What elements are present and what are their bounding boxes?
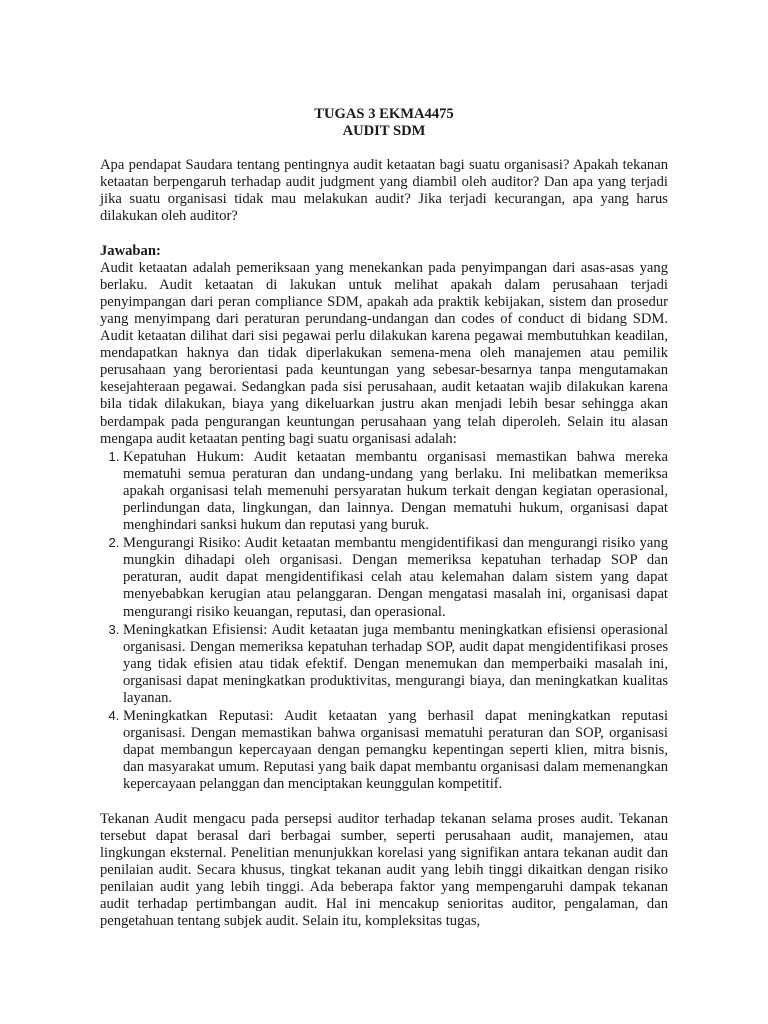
list-item: 3. Meningkatkan Efisiensi: Audit ketaatan juga membantu meningkatkan efisiensi operasional organisasi. Dengan memeriksa kepatuhan terhadap SOP, audit dapat mengidentifikasi proses yang tidak efisien atau tidak efektif. Dengan menemukan dan memperbaiki masalah ini, organisasi dapat meningkatkan produktivitas, mengurangi biaya, dan meningkatkan kualitas layanan. xyxy=(123,621,668,707)
audit-pressure-paragraph: Tekanan Audit mengacu pada persepsi auditor terhadap tekanan selama proses audit. Tekanan tersebut dapat berasal dari berbagai sumber, seperti perusahaan audit, manajemen, atau lingkungan eksternal. Penelitian menunjukkan korelasi yang signifikan antara tekanan audit dan penilaian audit. Secara khusus, tingkat tekanan audit yang lebih tinggi dikaitkan dengan risiko penilaian audit yang lebih tinggi. Ada beberapa faktor yang mempengaruhi dampak tekanan audit terhadap pertimbangan audit. Hal ini mencakup senioritas auditor, pengalaman, dan pengetahuan tentang subjek audit. Selain itu, kompleksitas tugas, xyxy=(100,810,668,930)
document-page xyxy=(100,106,668,930)
answer-heading: Jawaban: xyxy=(100,242,161,259)
question-paragraph: Apa pendapat Saudara tentang pentingnya audit ketaatan bagi suatu organisasi? Apakah tekanan ketaatan berpengaruh terhadap audit judgment yang diambil oleh auditor? Dan apa yang terjadi jika suatu organisasi tidak mau melakukan audit? Jika terjadi kecurangan, apa yang harus dilakukan oleh auditor? xyxy=(100,157,668,225)
document-title: TUGAS 3 EKMA4475 xyxy=(314,106,454,122)
list-item: 1. Kepatuhan Hukum: Audit ketaatan membantu organisasi memastikan bahwa mereka mematuhi semua peraturan dan undang-undang yang berlaku. Ini melibatkan memeriksa apakah organisasi telah memenuhi persyaratan hukum terkait dengan kegiatan operasional, perlindungan data, lingkungan, dan lainnya. Dengan mematuhi hukum, organisasi dapat menghindari sanksi hukum dan reputasi yang buruk. xyxy=(123,448,668,534)
answer-intro-paragraph: Audit ketaatan adalah pemeriksaan yang menekankan pada penyimpangan dari asas-asas yang berlaku. Audit ketaatan di lakukan untuk melihat apakah dalam perusahaan terjadi penyimpangan dari peran compliance SDM, apakah ada praktik kebijakan, sistem dan prosedur yang menyimpang dari peraturan perundang-undangan dan codes of conduct di bidang SDM. Audit ketaatan dilihat dari sisi pegawai perlu dilakukan karena pegawai membutuhkan keadilan, mendapatkan haknya dan tidak diperlakukan semena-mena oleh manajemen atau pemilik perusahaan yang berorientasi pada keuntungan yang sebesar-besarnya tanpa mengutamakan kesejahteraan pegawai. Sedangkan pada sisi perusahaan, audit ketaatan wajib dilakukan karena bila tidak dilakukan, biaya yang dikeluarkan justru akan menjadi lebih besar sehingga akan berdampak pada pengurangan keuntungan perusahaan yang telah diperoleh. Selain itu alasan mengapa audit ketaatan penting bagi suatu organisasi adalah: xyxy=(100,259,668,447)
reasons-list xyxy=(100,448,668,794)
list-item: 2. Mengurangi Risiko: Audit ketaatan membantu mengidentifikasi dan mengurangi risiko yang mungkin dihadapi oleh organisasi. Dengan memeriksa kepatuhan terhadap SOP dan peraturan, audit dapat mengidentifikasi celah atau kelemahan dalam sistem yang dapat menyebabkan kerugian atau pelanggaran. Dengan mengatasi masalah ini, organisasi dapat mengurangi risiko keuangan, reputasi, dan operasional. xyxy=(123,534,668,620)
list-item: 4. Meningkatkan Reputasi: Audit ketaatan yang berhasil dapat meningkatkan reputasi organisasi. Dengan memastikan bahwa organisasi mematuhi peraturan dan SOP, organisasi dapat membangun kepercayaan dengan pemangku kepentingan seperti klien, mitra bisnis, dan masyarakat umum. Reputasi yang baik dapat membantu organisasi dalam memenangkan kepercayaan pelanggan dan menciptakan keunggulan kompetitif. xyxy=(123,707,668,793)
document-subtitle: AUDIT SDM xyxy=(342,123,426,140)
